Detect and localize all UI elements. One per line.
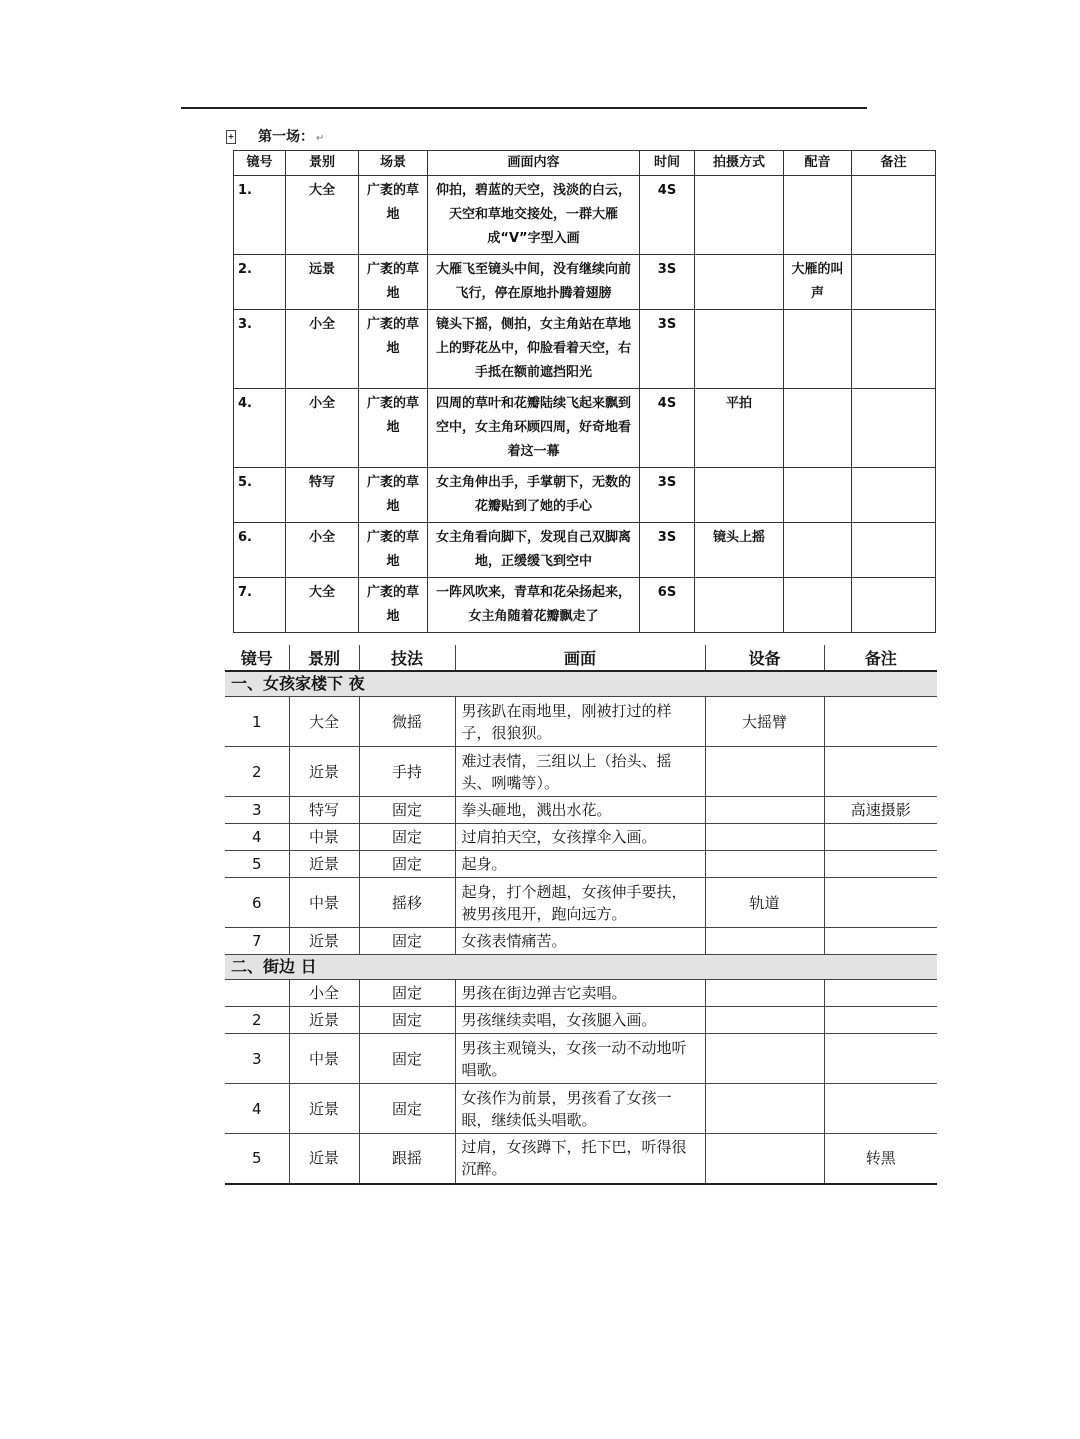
col-header: 画面内容 (428, 151, 640, 176)
frame-content: 仰拍，碧蓝的天空，浅淡的白云，天空和草地交接处，一群大雁成“V”字型入画 (428, 176, 640, 255)
section-title: 一、女孩家楼下 夜 (225, 671, 937, 697)
camera-technique: 固定 (359, 980, 455, 1007)
note (824, 928, 937, 955)
camera-technique: 跟摇 (359, 1134, 455, 1184)
camera-technique: 固定 (359, 1034, 455, 1084)
shot-number: 2 (225, 747, 289, 797)
section-row (225, 671, 937, 697)
frame-content: 女主角看向脚下，发现自己双脚离地，正缓缓飞到空中 (428, 523, 640, 578)
table-row (234, 578, 936, 633)
camera-technique: 固定 (359, 1007, 455, 1034)
shot-number: 5. (234, 468, 286, 523)
note (852, 468, 936, 523)
table-row (225, 824, 937, 851)
voice-over (784, 523, 852, 578)
frame-content: 大雁飞至镜头中间，没有继续向前飞行，停在原地扑腾着翅膀 (428, 255, 640, 310)
col-header: 备注 (824, 645, 937, 671)
note (852, 389, 936, 468)
section-title: 二、街边 日 (225, 955, 937, 980)
shot-size: 特写 (289, 797, 359, 824)
shot-size: 近景 (289, 1084, 359, 1134)
shot-time: 3S (640, 255, 695, 310)
shot-size: 大全 (286, 578, 359, 633)
storyboard-table-2 (225, 645, 937, 1185)
shot-number: 1. (234, 176, 286, 255)
shot-size: 中景 (289, 878, 359, 928)
table-row (225, 928, 937, 955)
shoot-method (695, 578, 784, 633)
shot-size: 近景 (289, 851, 359, 878)
col-header: 配音 (784, 151, 852, 176)
shot-size: 特写 (286, 468, 359, 523)
shot-number: 4. (234, 389, 286, 468)
scene-place: 广袤的草地 (359, 523, 428, 578)
col-header: 画面 (455, 645, 705, 671)
note (824, 1084, 937, 1134)
note: 转黑 (824, 1134, 937, 1184)
shot-number: 7 (225, 928, 289, 955)
voice-over (784, 468, 852, 523)
frame-content: 男孩趴在雨地里，刚被打过的样子，很狼狈。 (455, 697, 705, 747)
note (852, 176, 936, 255)
shoot-method (695, 255, 784, 310)
shoot-method (695, 310, 784, 389)
table-row (225, 1084, 937, 1134)
scene-place: 广袤的草地 (359, 176, 428, 255)
table-row (225, 851, 937, 878)
camera-technique: 固定 (359, 1084, 455, 1134)
shot-size: 近景 (289, 928, 359, 955)
table-2-header-row (225, 645, 937, 671)
col-header: 镜号 (234, 151, 286, 176)
shot-size: 远景 (286, 255, 359, 310)
table-row (234, 523, 936, 578)
note (824, 980, 937, 1007)
shot-number: 3 (225, 1034, 289, 1084)
frame-content: 拳头砸地，溅出水花。 (455, 797, 705, 824)
col-header: 拍摄方式 (695, 151, 784, 176)
note (852, 255, 936, 310)
equipment (705, 797, 824, 824)
equipment (705, 1034, 824, 1084)
section-row (225, 955, 937, 980)
shot-time: 3S (640, 310, 695, 389)
shot-number: 6. (234, 523, 286, 578)
col-header: 镜号 (225, 645, 289, 671)
equipment: 大摇臂 (705, 697, 824, 747)
equipment: 轨道 (705, 878, 824, 928)
frame-content: 过肩拍天空，女孩撑伞入画。 (455, 824, 705, 851)
table-row (234, 389, 936, 468)
table-row (225, 697, 937, 747)
note (824, 697, 937, 747)
shot-number: 1 (225, 697, 289, 747)
shoot-method (695, 468, 784, 523)
table-row (225, 747, 937, 797)
shot-number: 5 (225, 1134, 289, 1184)
shot-number: 6 (225, 878, 289, 928)
shot-size: 中景 (289, 824, 359, 851)
scene-place: 广袤的草地 (359, 578, 428, 633)
table-row (225, 1134, 937, 1184)
voice-over (784, 578, 852, 633)
equipment (705, 1007, 824, 1034)
camera-technique: 微摇 (359, 697, 455, 747)
col-header: 备注 (852, 151, 936, 176)
note (824, 1034, 937, 1084)
col-header: 景别 (289, 645, 359, 671)
note (852, 523, 936, 578)
shot-size: 大全 (286, 176, 359, 255)
scene-place: 广袤的草地 (359, 310, 428, 389)
frame-content: 一阵风吹来，青草和花朵扬起来，女主角随着花瓣飘走了 (428, 578, 640, 633)
note (824, 747, 937, 797)
equipment (705, 851, 824, 878)
shot-number: 3 (225, 797, 289, 824)
camera-technique: 摇移 (359, 878, 455, 928)
shot-number: 4 (225, 824, 289, 851)
frame-content: 男孩继续卖唱，女孩腿入画。 (455, 1007, 705, 1034)
shot-size: 近景 (289, 747, 359, 797)
shot-number: 4 (225, 1084, 289, 1134)
shot-number (225, 980, 289, 1007)
note: 高速摄影 (824, 797, 937, 824)
header-rule (181, 107, 867, 109)
col-header: 景别 (286, 151, 359, 176)
camera-technique: 固定 (359, 851, 455, 878)
shot-size: 小全 (286, 310, 359, 389)
scene-place: 广袤的草地 (359, 389, 428, 468)
table-row (234, 468, 936, 523)
camera-technique: 固定 (359, 928, 455, 955)
table-row (225, 980, 937, 1007)
camera-technique: 固定 (359, 824, 455, 851)
table-row (225, 797, 937, 824)
shot-number: 5 (225, 851, 289, 878)
table-1-header-row (234, 151, 936, 176)
equipment (705, 1084, 824, 1134)
note (824, 851, 937, 878)
voice-over (784, 389, 852, 468)
shot-time: 3S (640, 468, 695, 523)
shot-time: 3S (640, 523, 695, 578)
equipment (705, 980, 824, 1007)
frame-content: 女孩表情痛苦。 (455, 928, 705, 955)
table-row (225, 1034, 937, 1084)
table-row (225, 1007, 937, 1034)
note (824, 824, 937, 851)
scene-1-title: + 第一场： ↵ (227, 129, 325, 145)
shoot-method: 平拍 (695, 389, 784, 468)
note (852, 310, 936, 389)
frame-content: 女孩作为前景，男孩看了女孩一眼，继续低头唱歌。 (455, 1084, 705, 1134)
frame-content: 过肩，女孩蹲下，托下巴，听得很沉醉。 (455, 1134, 705, 1184)
frame-content: 女主角伸出手，手掌朝下，无数的花瓣贴到了她的手心 (428, 468, 640, 523)
frame-content: 难过表情，三组以上（抬头、摇头、咧嘴等）。 (455, 747, 705, 797)
table-anchor-icon[interactable]: + (226, 130, 236, 144)
shot-number: 3. (234, 310, 286, 389)
shoot-method: 镜头上摇 (695, 523, 784, 578)
equipment (705, 747, 824, 797)
note (824, 1007, 937, 1034)
shoot-method (695, 176, 784, 255)
shot-number: 2. (234, 255, 286, 310)
col-header: 设备 (705, 645, 824, 671)
shot-time: 4S (640, 176, 695, 255)
camera-technique: 固定 (359, 797, 455, 824)
frame-content: 男孩在街边弹吉它卖唱。 (455, 980, 705, 1007)
shot-size: 中景 (289, 1034, 359, 1084)
shot-number: 2 (225, 1007, 289, 1034)
shot-size: 小全 (286, 389, 359, 468)
scene-place: 广袤的草地 (359, 255, 428, 310)
table-row (234, 310, 936, 389)
shot-time: 6S (640, 578, 695, 633)
frame-content: 起身。 (455, 851, 705, 878)
frame-content: 男孩主观镜头，女孩一动不动地听唱歌。 (455, 1034, 705, 1084)
equipment (705, 824, 824, 851)
storyboard-table-1 (233, 150, 936, 633)
voice-over (784, 310, 852, 389)
shot-size: 近景 (289, 1007, 359, 1034)
table-row (234, 176, 936, 255)
col-header: 技法 (359, 645, 455, 671)
equipment (705, 1134, 824, 1184)
shot-size: 近景 (289, 1134, 359, 1184)
shot-size: 小全 (289, 980, 359, 1007)
frame-content: 起身，打个趔趄，女孩伸手要扶，被男孩甩开，跑向远方。 (455, 878, 705, 928)
frame-content: 镜头下摇，侧拍，女主角站在草地上的野花丛中，仰脸看着天空，右手抵在额前遮挡阳光 (428, 310, 640, 389)
shot-size: 小全 (286, 523, 359, 578)
frame-content: 四周的草叶和花瓣陆续飞起来飘到空中，女主角环顾四周，好奇地看着这一幕 (428, 389, 640, 468)
table-row (234, 255, 936, 310)
shot-size: 大全 (289, 697, 359, 747)
col-header: 时间 (640, 151, 695, 176)
equipment (705, 928, 824, 955)
table-row (225, 878, 937, 928)
col-header: 场景 (359, 151, 428, 176)
shot-time: 4S (640, 389, 695, 468)
scene-place: 广袤的草地 (359, 468, 428, 523)
camera-technique: 手持 (359, 747, 455, 797)
shot-number: 7. (234, 578, 286, 633)
note (824, 878, 937, 928)
note (852, 578, 936, 633)
voice-over (784, 176, 852, 255)
voice-over: 大雁的叫声 (784, 255, 852, 310)
